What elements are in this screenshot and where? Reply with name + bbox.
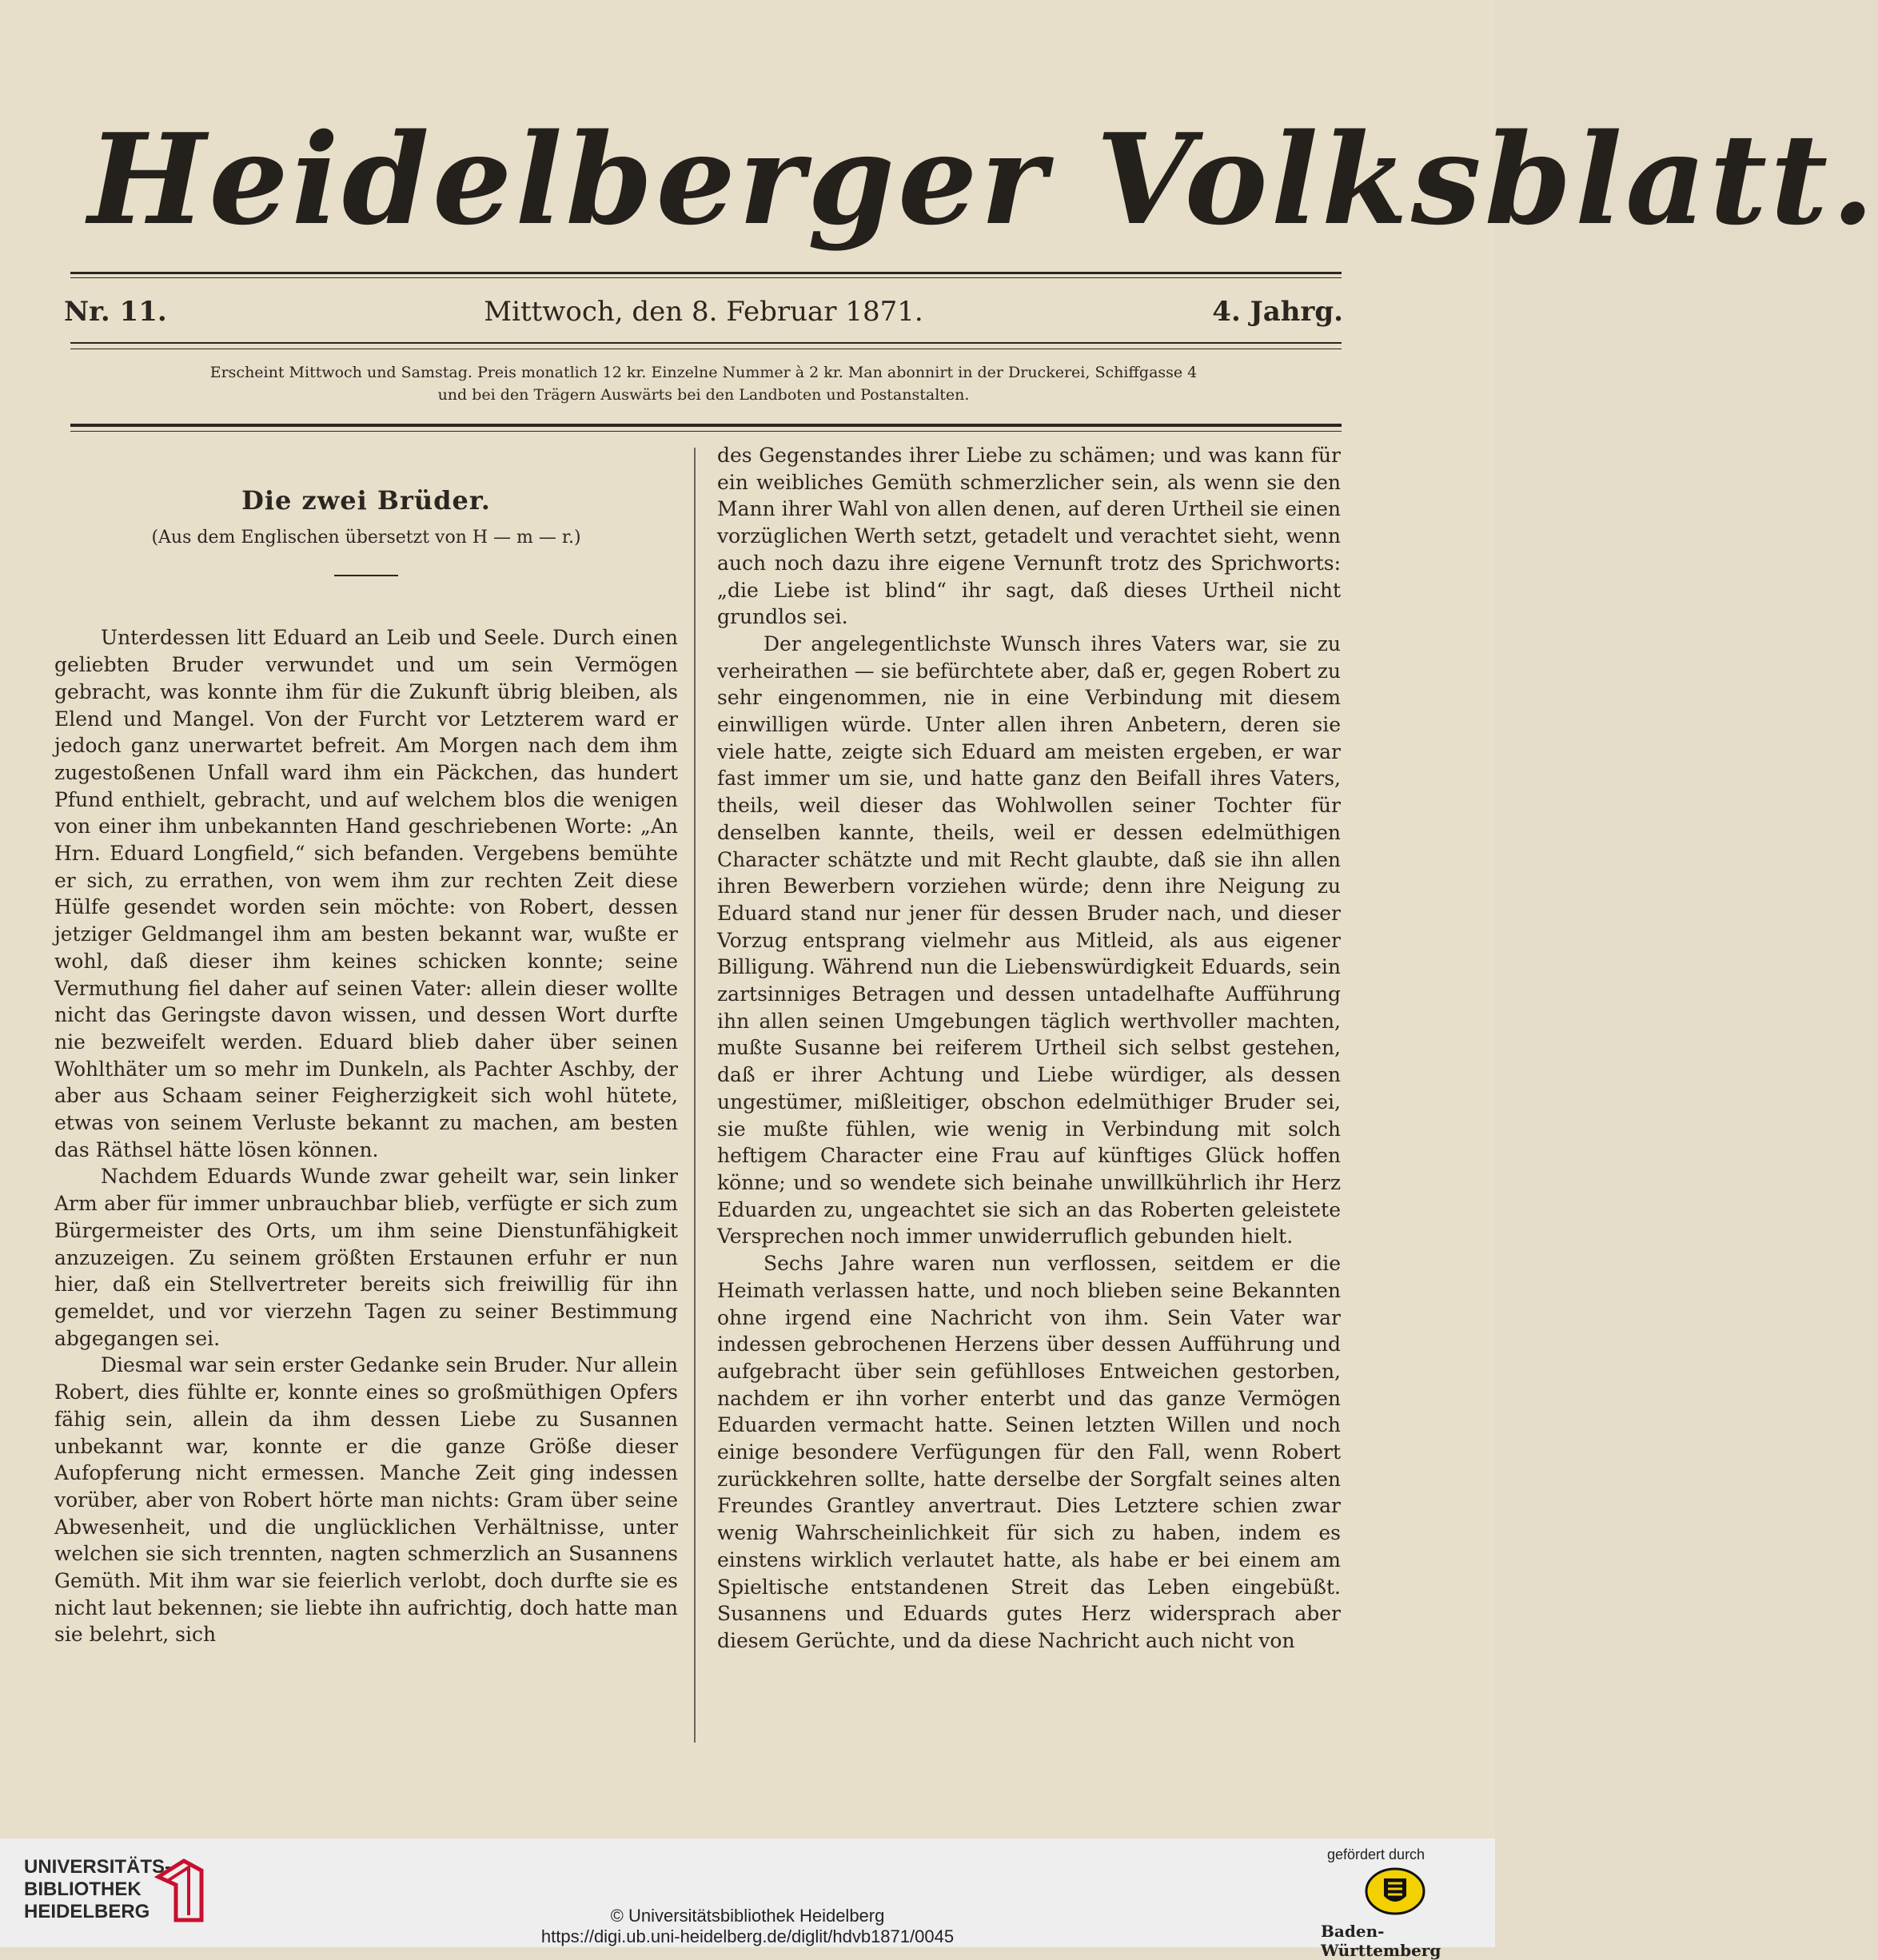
permalink[interactable]: https://digi.ub.uni-heidelberg.de/diglit/hdvb1871/0045 bbox=[540, 1926, 955, 1946]
library-line-3: HEIDELBERG bbox=[24, 1901, 150, 1922]
masthead-title: Heidelberger Volksblatt. bbox=[88, 106, 1878, 253]
subscription-info bbox=[64, 361, 1343, 406]
dateline-rule-top bbox=[70, 342, 1342, 344]
subscription-line-2: und bei den Trägern Auswärts bei den Landboten und Postanstalten. bbox=[437, 386, 970, 404]
article-title-rule bbox=[334, 575, 398, 576]
column-divider bbox=[694, 448, 696, 1743]
issue-date: Mittwoch, den 8. Februar 1871. bbox=[484, 296, 923, 328]
masthead-rule-thin bbox=[70, 277, 1342, 278]
paragraph: Der angelegentlichste Wunsch ihres Vaters war, sie zu verheirathen — sie befürchtete aber, daß er, gegen Robert zu sehr eingenommen, nie in eine Verbindung mit diesem einwilligen würde. Unter allen ihren Anbetern, deren sie viele hatte, zeigte sich Eduard am meisten ergeben, er war fast immer um sie, und hatte ganz den Beifall ihres Vaters, theils, weil dieser das Wohlwollen seiner Tochter für denselben kannte, theils, weil er dessen edelmüthigen Character schätzte und mit Recht glaubte, daß sie ihn allen ihren Bewerbern vorziehen würde; denn ihre Neigung zu Eduard stand nur jener für dessen Bruder nach, und dieser Vorzug entsprang vielmehr aus Mitleid, als aus eigener Billigung. Während nun die Liebenswürdigkeit Eduards, sein zartsinniges Betragen und dessen untadelhafte Aufführung ihn allen seinen Umgebungen täglich werthvoller machten, mußte Susanne bei reiferem Urtheil sich selbst gestehen, daß er ihrer Achtung und Liebe würdiger, als dessen ungestümer, mißleitiger, obschon edelmüthiger Bruder sei, sie mußte fühlen, wie wenig in Verbindung mit solch heftigem Character eine Frau auf künftiges Glück hoffen könne; und so wendete sich beinahe unwillkührlich ihr Herz Eduarden zu, ungeachtet sie sich an das Roberten geleistete Versprechen noch immer unwiderruflich gebunden hielt. bbox=[717, 631, 1341, 1249]
paragraph: Unterdessen litt Eduard an Leib und Seele. Durch einen geliebten Bruder verwundet und um sein Vermögen gebracht, was konnte ihm für die Zukunft übrig bleiben, als Elend und Mangel. Von der Furcht vor Letzterem ward er jedoch ganz unerwartet befreit. Am Morgen nach dem ihm zugestoßenen Unfall ward ihm ein Päckchen, das hundert Pfund enthielt, gebracht, und auf welchem blos die wenigen von einer ihm unbekannten Hand geschriebenen Worte: „An Hrn. Eduard Longfield,“ sich befanden. Vergebens bemühte er sich, zu errathen, von wem ihm zur rechten Zeit diese Hülfe gesendet worden sein möchte: von Robert, dessen jetziger Geldmangel ihm am besten bekannt war, wußte er wohl, daß dieser ihm keines schicken konnte; seine Vermuthung fiel daher auf seinen Vater: allein dieser wollte nicht das Geringste davon wissen, und dessen Wort durfte nie bezweifelt werden. Eduard blieb daher über seinen Wohlthäter um so mehr im Dunkeln, als Pachter Aschby, der aber aus Schaam seiner Feigherzigkeit sich wohl hütete, etwas von seinem Verluste bekannt zu machen, am besten das Räthsel hätte lösen können. bbox=[54, 626, 678, 1161]
funded-by-label: gefördert durch bbox=[1327, 1846, 1425, 1862]
library-line-2: BIBLIOTHEK bbox=[24, 1878, 142, 1900]
paragraph: des Gegenstandes ihrer Liebe zu schämen; und was kann für ein weibliches Gemüth schmerzlicher sein, als wenn sie den Mann ihrer Wahl von allen denen, auf deren Urtheil sie einen vorzüglichen Werth setzt, getadelt und verachtet sieht, wenn auch noch dazu ihre eigene Vernunft trotz des Sprichworts: „die Liebe ist blind“ ihr sagt, daß dieses Urtheil nicht grundlos sei. bbox=[717, 444, 1341, 629]
header-rule-bottom-thin bbox=[70, 431, 1342, 432]
paragraph: Diesmal war sein erster Gedanke sein Bruder. Nur allein Robert, dies fühlte er, konnte eines so großmüthigen Opfers fähig sein, allein da ihm dessen Liebe zu Susannen unbekannt war, konnte er die ganze Größe dieser Aufopferung nicht ermessen. Manche Zeit ging indessen vorüber, aber von Robert hörte man nichts: Gram über seine Abwesenheit, und die unglücklichen Verhältnisse, unter welchen sie sich trennten, nagten schmerzlich an Susannens Gemüth. Mit ihm war sie feierlich verlobt, doch durfte sie es nicht laut bekennen; sie liebte ihn aufrichtig, doch hatte man sie belehrt, sich bbox=[54, 1353, 678, 1647]
article-title: Die zwei Brüder. bbox=[241, 485, 491, 516]
article-column-left bbox=[54, 485, 678, 1648]
funder-name: Baden-Württemberg bbox=[1321, 1922, 1441, 1960]
copyright-credit bbox=[0, 1906, 1495, 1947]
paragraph: Nachdem Eduards Wunde zwar geheilt war, sein linker Arm aber für immer unbrauchbar blieb, verfügte er sich zum Bürgermeister des Orts, um ihm seine Dienstunfähigkeit anzuzeigen. Zu seinem größten Erstaunen erfuhr er nun hier, daß ein Stellvertreter bereits sich freiwillig für ihn gemeldet, und vor vierzehn Tagen zu seiner Bestimmung abgegangen sei. bbox=[54, 1165, 678, 1350]
copyright-line: © Universitätsbibliothek Heidelberg bbox=[610, 1906, 885, 1926]
header-rule-bottom bbox=[70, 424, 1342, 427]
volume-year: 4. Jahrg. bbox=[1212, 296, 1343, 328]
issue-number: Nr. 11. bbox=[64, 296, 167, 328]
paragraph: Sechs Jahre waren nun verflossen, seitdem er die Heimath verlassen hatte, und noch blieben seine Bekannten ohne irgend eine Nachricht von ihm. Sein Vater war indessen gebrochenen Herzens über dessen Aufführung und aufgebracht über sein gefühlloses Entweichen gestorben, nachdem er ihn vorher enterbt und das ganze Vermögen Eduarden vermacht hatte. Seinen letzten Willen und noch einige besondere Verfügungen für den Fall, wenn Robert zurückkehren sollte, hatte derselbe der Sorgfalt seines alten Freundes Grantley anvertraut. Dies Letztere schien zwar wenig Wahrscheinlichkeit für sich zu haben, indem es einstens wirklich verlautet hatte, als habe er bei einem am Spieltische entstandenen Streit das Leben eingebüßt. Susannens und Eduards gutes Herz widersprach aber diesem Gerüchte, und da diese Nachricht auch nicht von bbox=[717, 1252, 1341, 1652]
baden-wuerttemberg-seal-icon bbox=[1363, 1866, 1427, 1917]
article-subtitle: (Aus dem Englischen übersetzt von H — m — r.) bbox=[151, 527, 581, 548]
library-line-1: UNIVERSITÄTS- bbox=[24, 1856, 172, 1878]
article-column-right bbox=[717, 442, 1341, 1655]
masthead-rule-top bbox=[70, 272, 1342, 274]
dateline bbox=[64, 288, 1343, 336]
subscription-line-1: Erscheint Mittwoch und Samstag. Preis monatlich 12 kr. Einzelne Nummer à 2 kr. Man abonnirt in der Druckerei, Schiffgasse 4 bbox=[209, 364, 1198, 381]
